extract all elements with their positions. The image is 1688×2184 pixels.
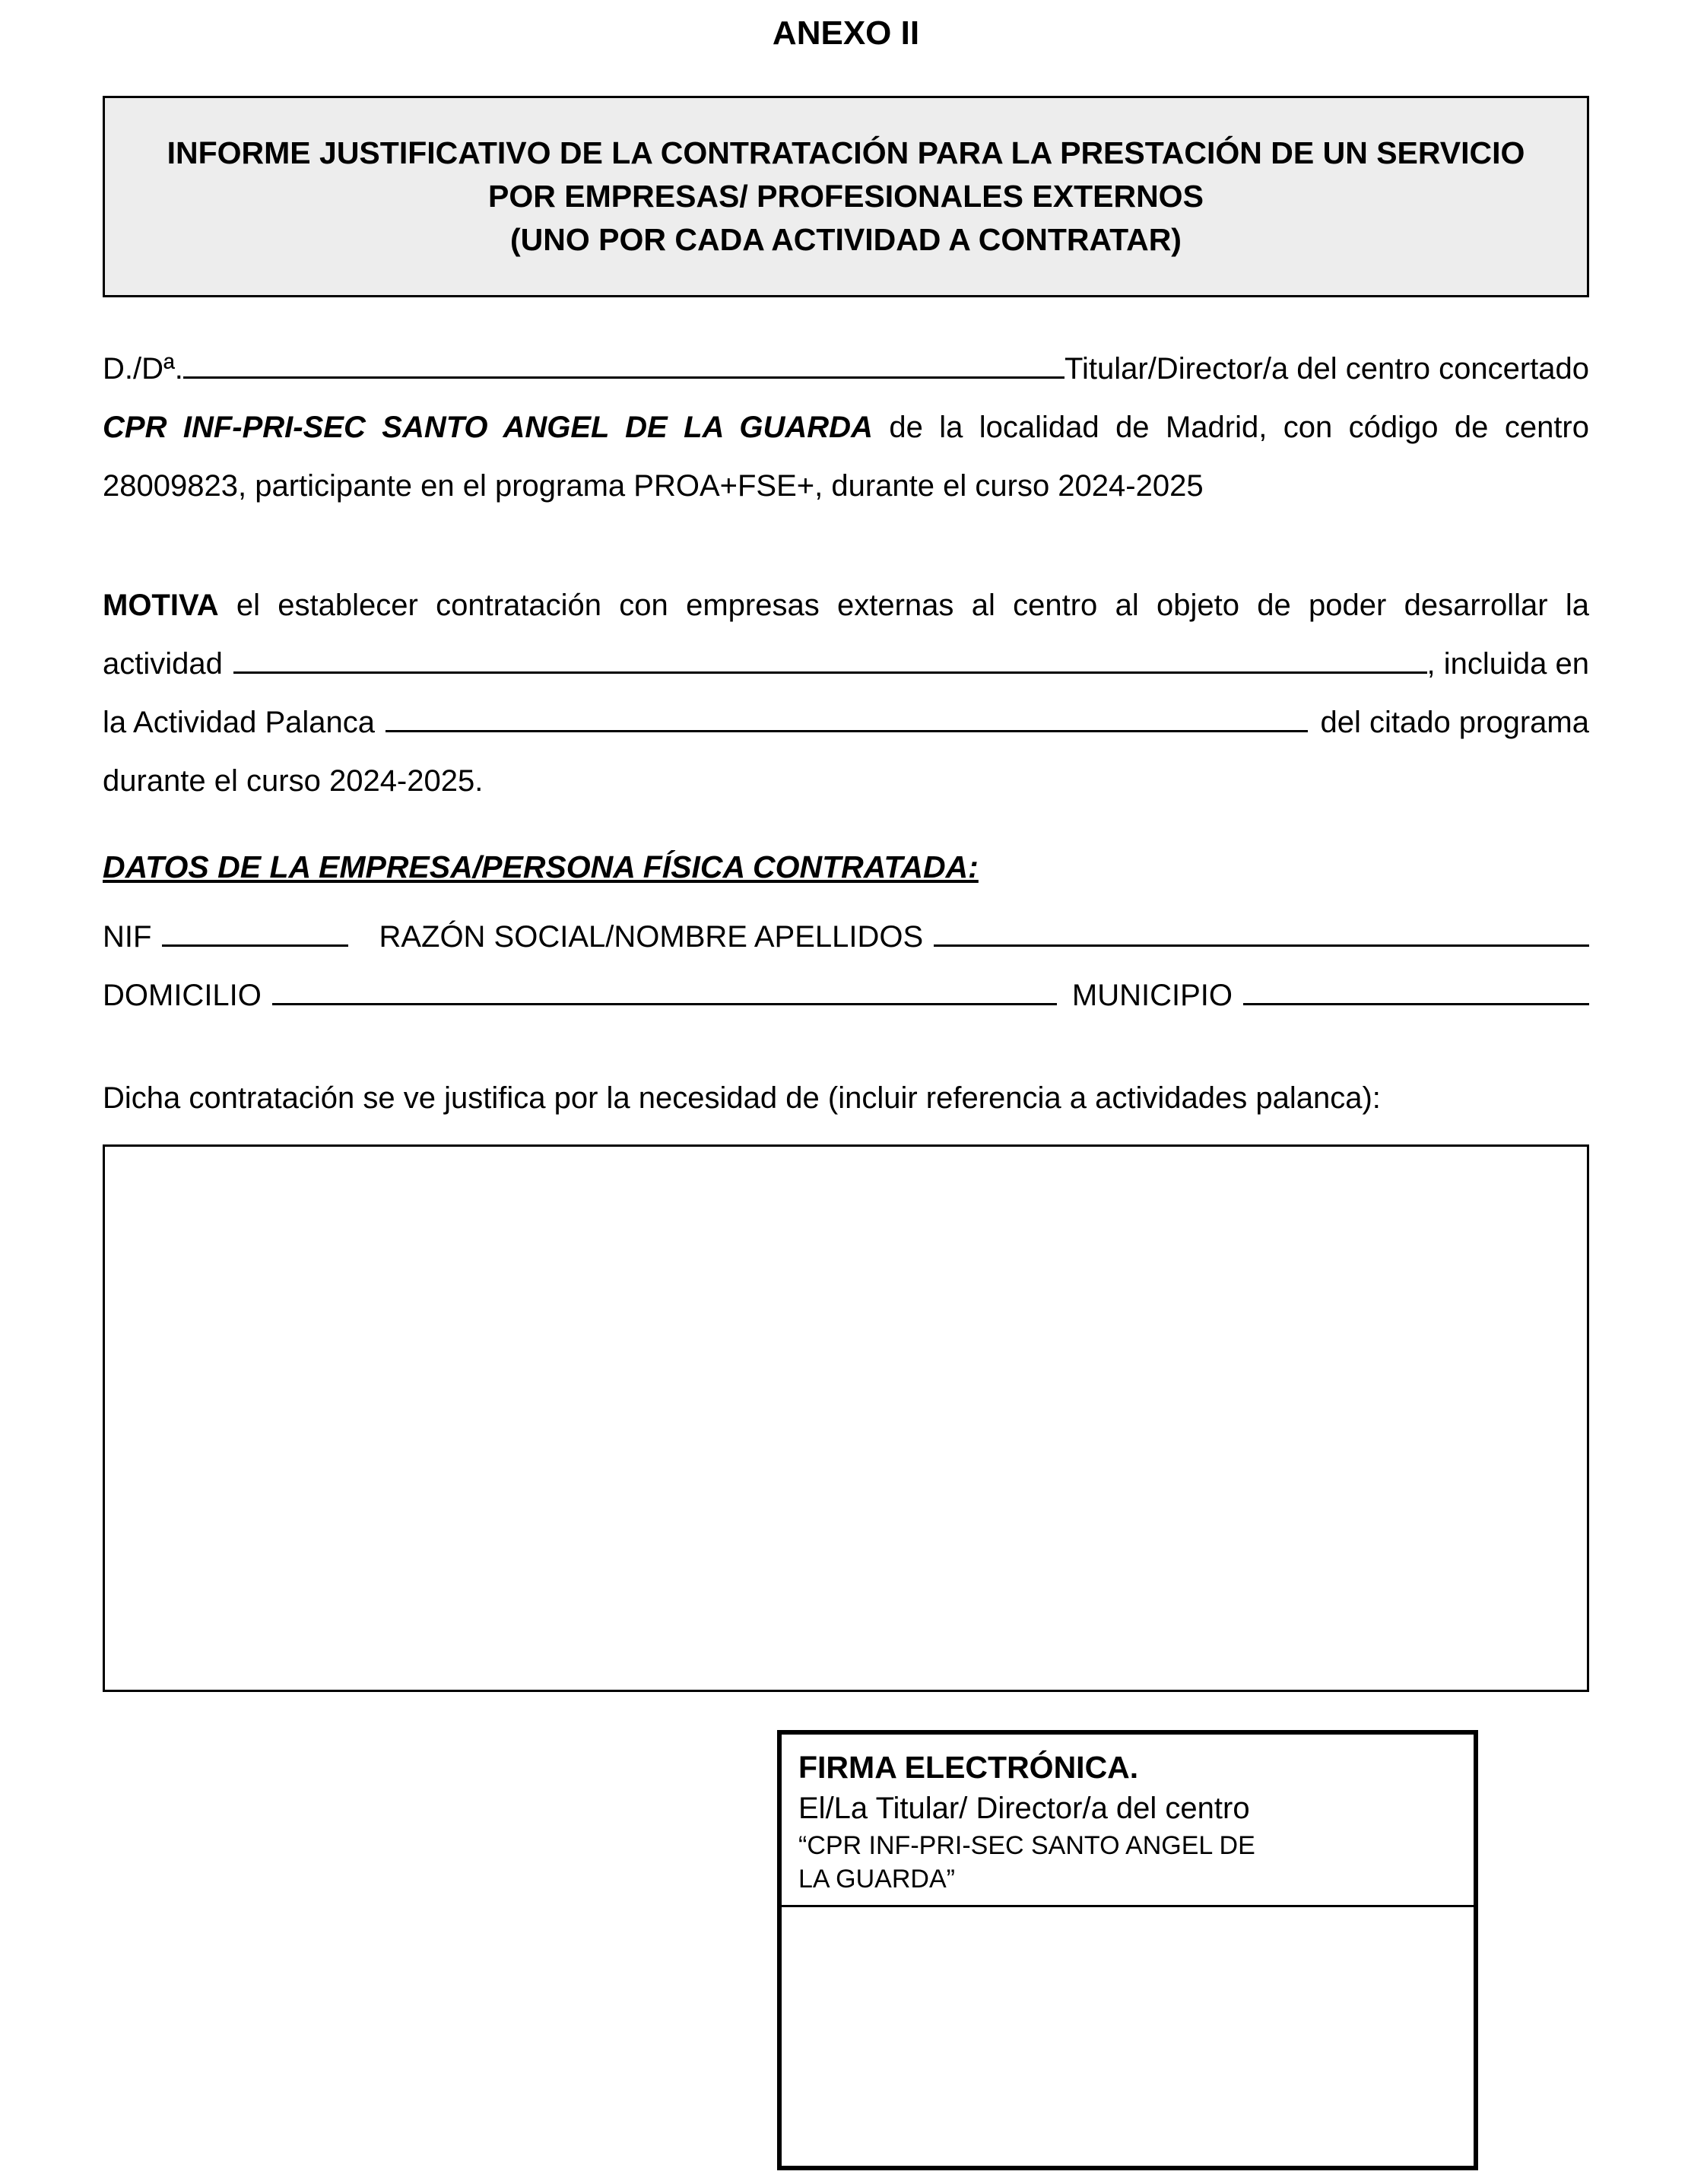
director-role-text: Titular/Director/a del centro concertado: [1065, 352, 1589, 386]
report-title: INFORME JUSTIFICATIVO DE LA CONTRATACIÓN PARA LA PRESTACIÓN DE UN SERVICIO POR EMPRESAS/ PROFESIONALES EXTERNOS: [167, 135, 1525, 214]
signature-header: [782, 1735, 1474, 1905]
datos-section-heading: DATOS DE LA EMPRESA/PERSONA FÍSICA CONTRATADA:: [103, 849, 979, 884]
titular-label: D./Dª.: [103, 352, 183, 386]
intro-paragraph: [103, 340, 1589, 516]
signature-role: El/La Titular/ Director/a del centro: [798, 1792, 1250, 1825]
motiva-line-3: [103, 694, 1589, 752]
motiva-line-4: durante el curso 2024-2025.: [103, 764, 484, 798]
report-title-box: [103, 96, 1589, 297]
palanca-label: la Actividad Palanca: [103, 706, 376, 739]
motiva-line2-suffix: , incluida en: [1426, 647, 1589, 681]
motiva-keyword: MOTIVA: [103, 589, 219, 622]
justification-text-box[interactable]: [103, 1144, 1589, 1692]
domicilio-label: DOMICILIO: [103, 979, 262, 1012]
annex-title: ANEXO II: [772, 14, 920, 52]
justification-prompt: Dicha contratación se ve justifica por la necesidad de (incluir referencia a actividades palanca):: [103, 1081, 1381, 1115]
domicilio-municipio-line: [103, 967, 1589, 1025]
intro-line-3: 28009823, participante en el programa PROA+FSE+, durante el curso 2024-2025: [103, 469, 1204, 503]
razon-social-blank[interactable]: [934, 939, 1589, 947]
intro-line-2: [103, 398, 1589, 457]
activity-label: actividad: [103, 647, 223, 681]
motiva-line-1: [103, 576, 1589, 635]
domicilio-blank[interactable]: [272, 998, 1057, 1005]
intro-locality-text: de la localidad de Madrid, con código de centro: [872, 411, 1589, 444]
report-subtitle: (UNO POR CADA ACTIVIDAD A CONTRATAR): [510, 222, 1182, 257]
signature-title: FIRMA ELECTRÓNICA.: [798, 1750, 1139, 1785]
nif-label: NIF: [103, 920, 152, 954]
signature-school-name: “CPR INF-PRI-SEC SANTO ANGEL DE LA GUARDA”: [798, 1831, 1255, 1894]
motiva-text: el establecer contratación con empresas externas al centro al objeto de poder desarrollar la: [218, 589, 1589, 622]
municipio-label: MUNICIPIO: [1071, 979, 1233, 1012]
razon-social-label: RAZÓN SOCIAL/NOMBRE APELLIDOS: [379, 920, 924, 954]
nif-razon-line: [103, 908, 1589, 967]
palanca-suffix: del citado programa: [1320, 706, 1589, 739]
school-name: CPR INF-PRI-SEC SANTO ANGEL DE LA GUARDA: [103, 411, 873, 444]
signature-area[interactable]: [782, 1907, 1474, 2166]
nif-blank[interactable]: [162, 939, 348, 947]
motiva-line-2: [103, 635, 1589, 694]
titular-name-blank[interactable]: [183, 371, 1065, 379]
motiva-paragraph: [103, 576, 1589, 811]
company-fields: [103, 908, 1589, 1025]
palanca-blank[interactable]: [386, 725, 1308, 732]
signature-box: [777, 1730, 1478, 2170]
intro-line-1: [103, 340, 1589, 398]
municipio-blank[interactable]: [1243, 998, 1589, 1005]
activity-blank[interactable]: [233, 666, 1427, 674]
